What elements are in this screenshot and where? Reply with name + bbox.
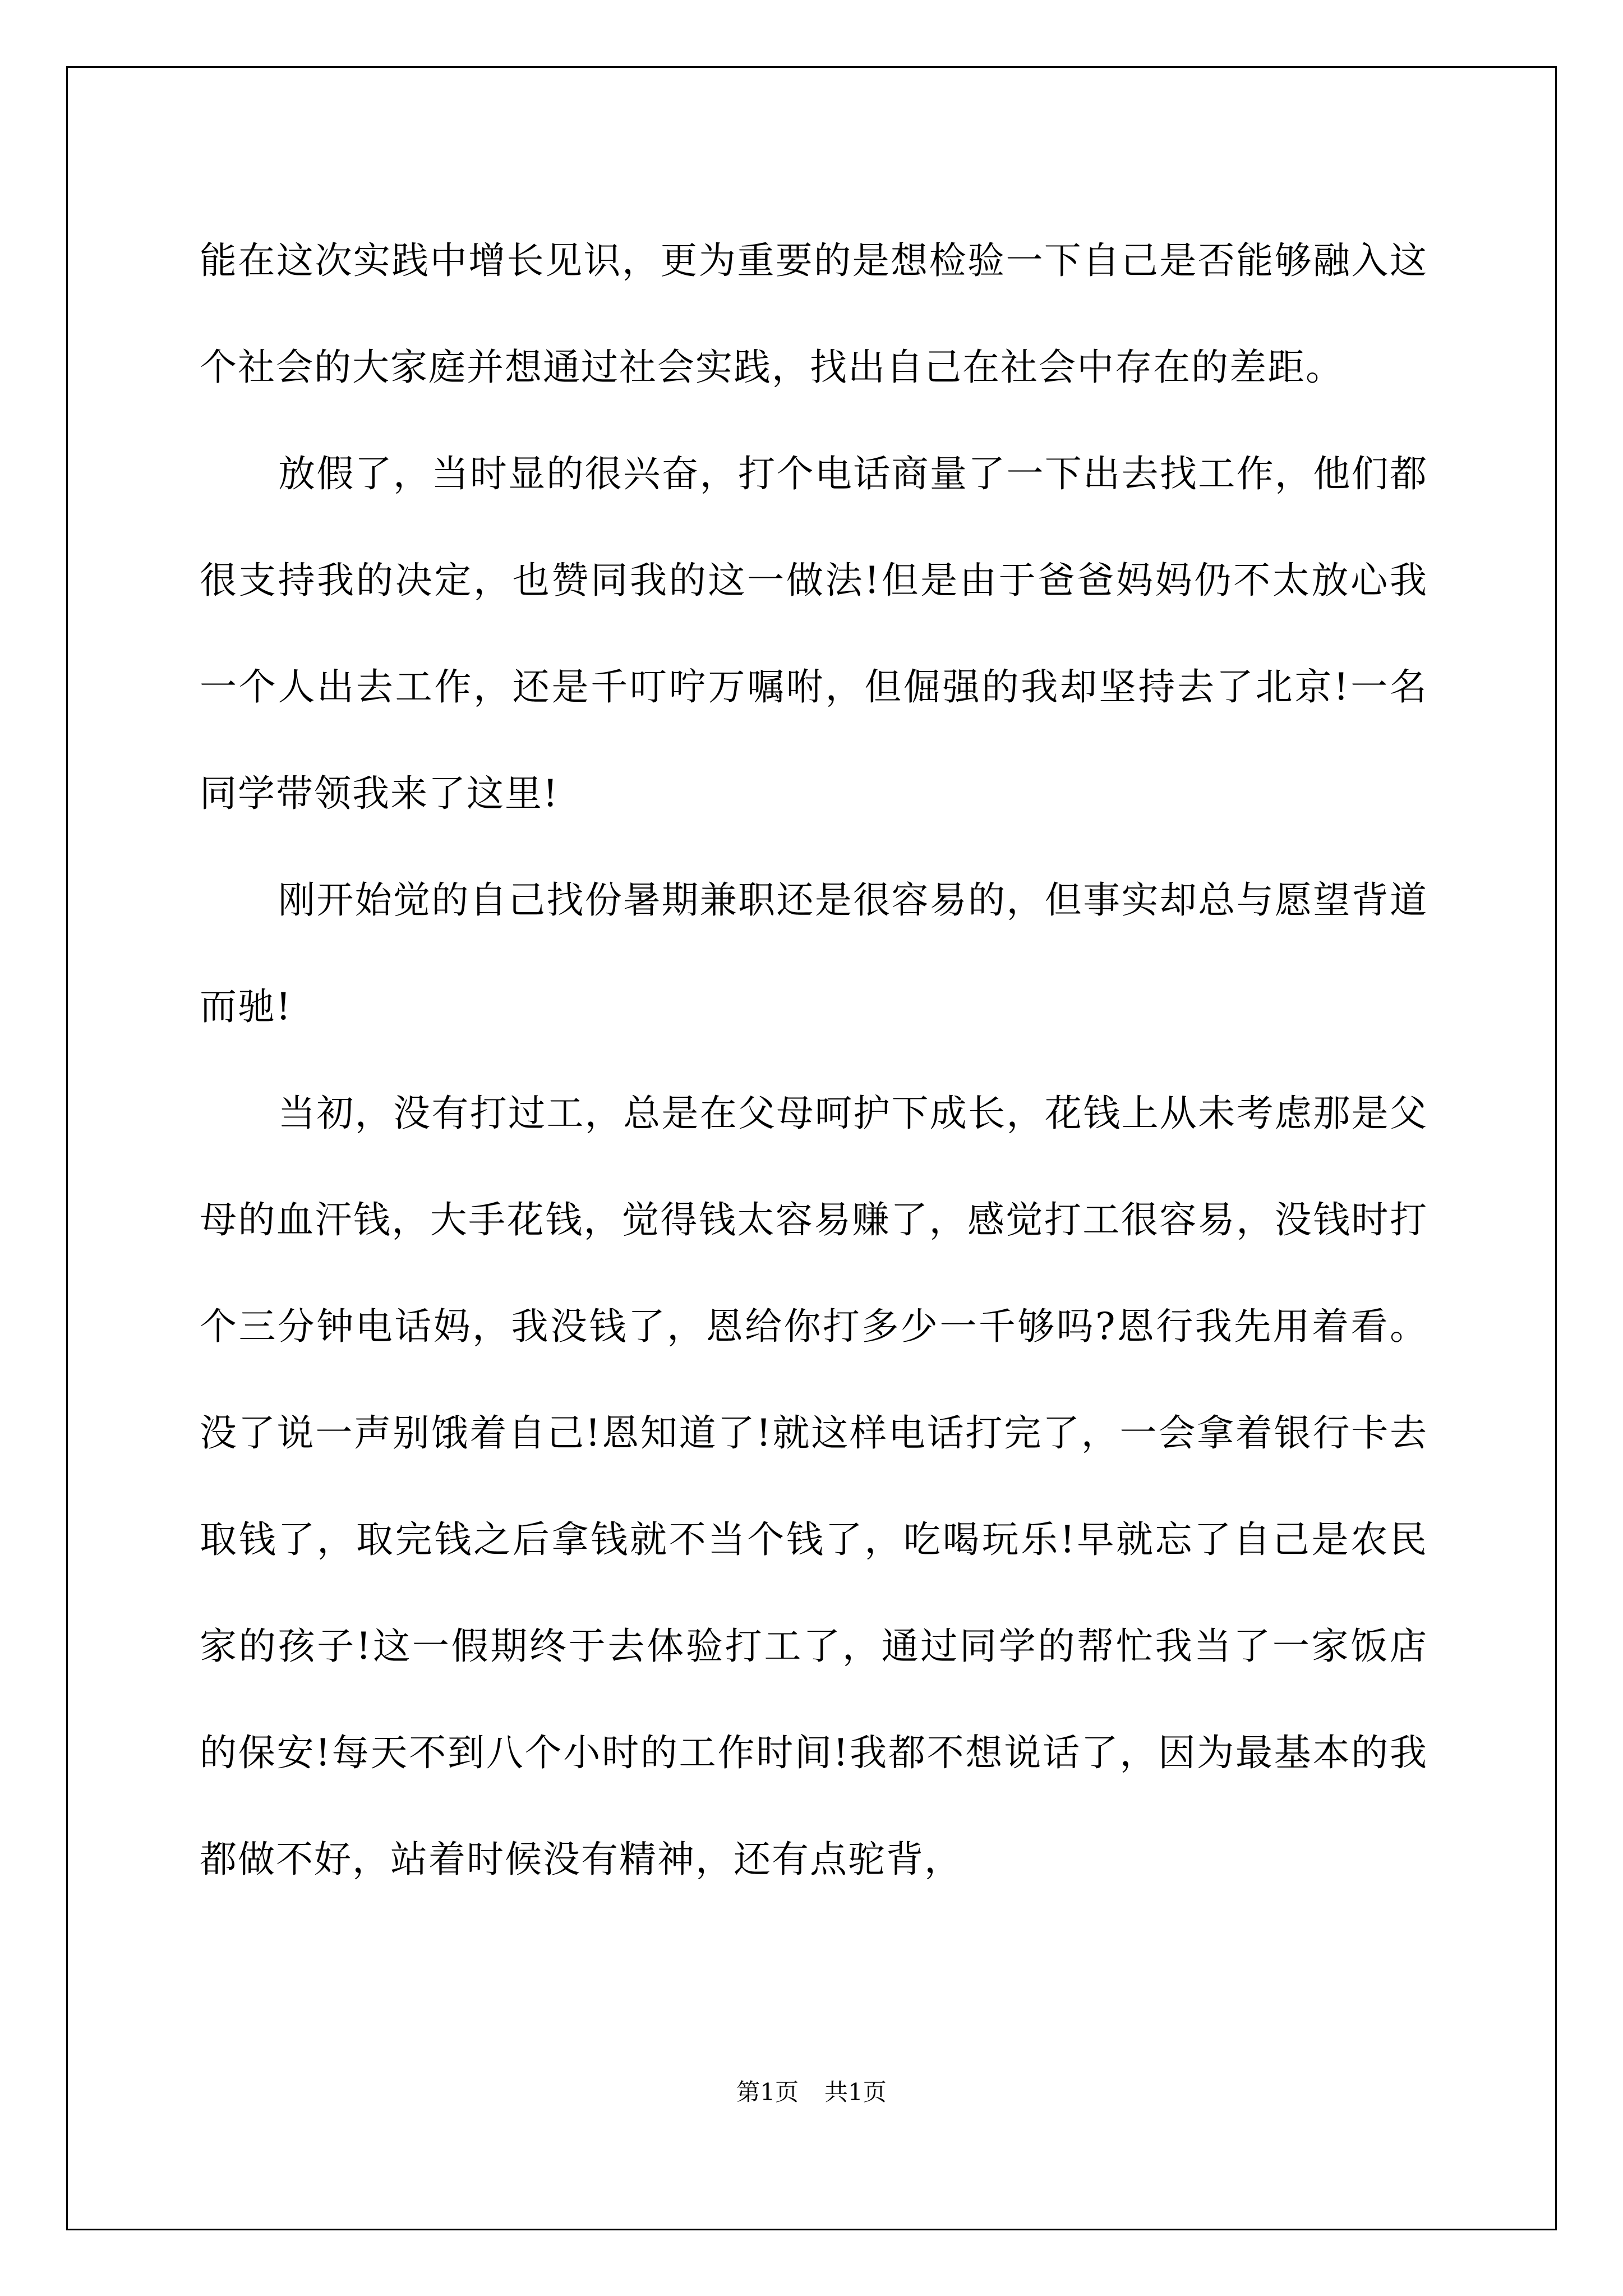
- paragraph-1: 能在这次实践中增长见识，更为重要的是想检验一下自己是否能够融入这个社会的大家庭并想通过社会实践，找出自己在社会中存在的差距。: [200, 239, 1428, 389]
- paragraph-3: 刚开始觉的自己找份暑期兼职还是很容易的，但事实却总与愿望背道而驰!: [200, 878, 1428, 1028]
- page-number: 第1页: [736, 2078, 799, 2106]
- paragraph-4: 当初，没有打过工，总是在父母呵护下成长，花钱上从未考虑那是父母的血汗钱，大手花钱，觉得钱太容易赚了，感觉打工很容易，没钱时打个三分钟电话妈，我没钱了，恩给你打多少一千够吗?恩行我先用着看。没了说一声别饿着自己!恩知道了!就这样电话打完了，一会拿着银行卡去取钱了，取完钱之后拿钱就不当个钱了，吃喝玩乐!早就忘了自己是农民家的孩子!这一假期终于去体验打工了，通过同学的帮忙我当了一家饭店的保安!每天不到八个小时的工作时间!我都不想说话了，因为最基本的我都做不好，站着时候没有精神，还有点驼背，: [200, 1092, 1428, 1881]
- page-footer: [0, 2076, 1623, 2109]
- paragraph-2: 放假了，当时显的很兴奋，打个电话商量了一下出去找工作，他们都很支持我的决定，也赞同我的这一做法!但是由于爸爸妈妈仍不太放心我一个人出去工作，还是千叮咛万嘱咐，但倔强的我却坚持去了北京!一名同学带领我来了这里!: [200, 452, 1428, 815]
- document-body: [200, 208, 1428, 1913]
- page-total: 共1页: [824, 2078, 887, 2106]
